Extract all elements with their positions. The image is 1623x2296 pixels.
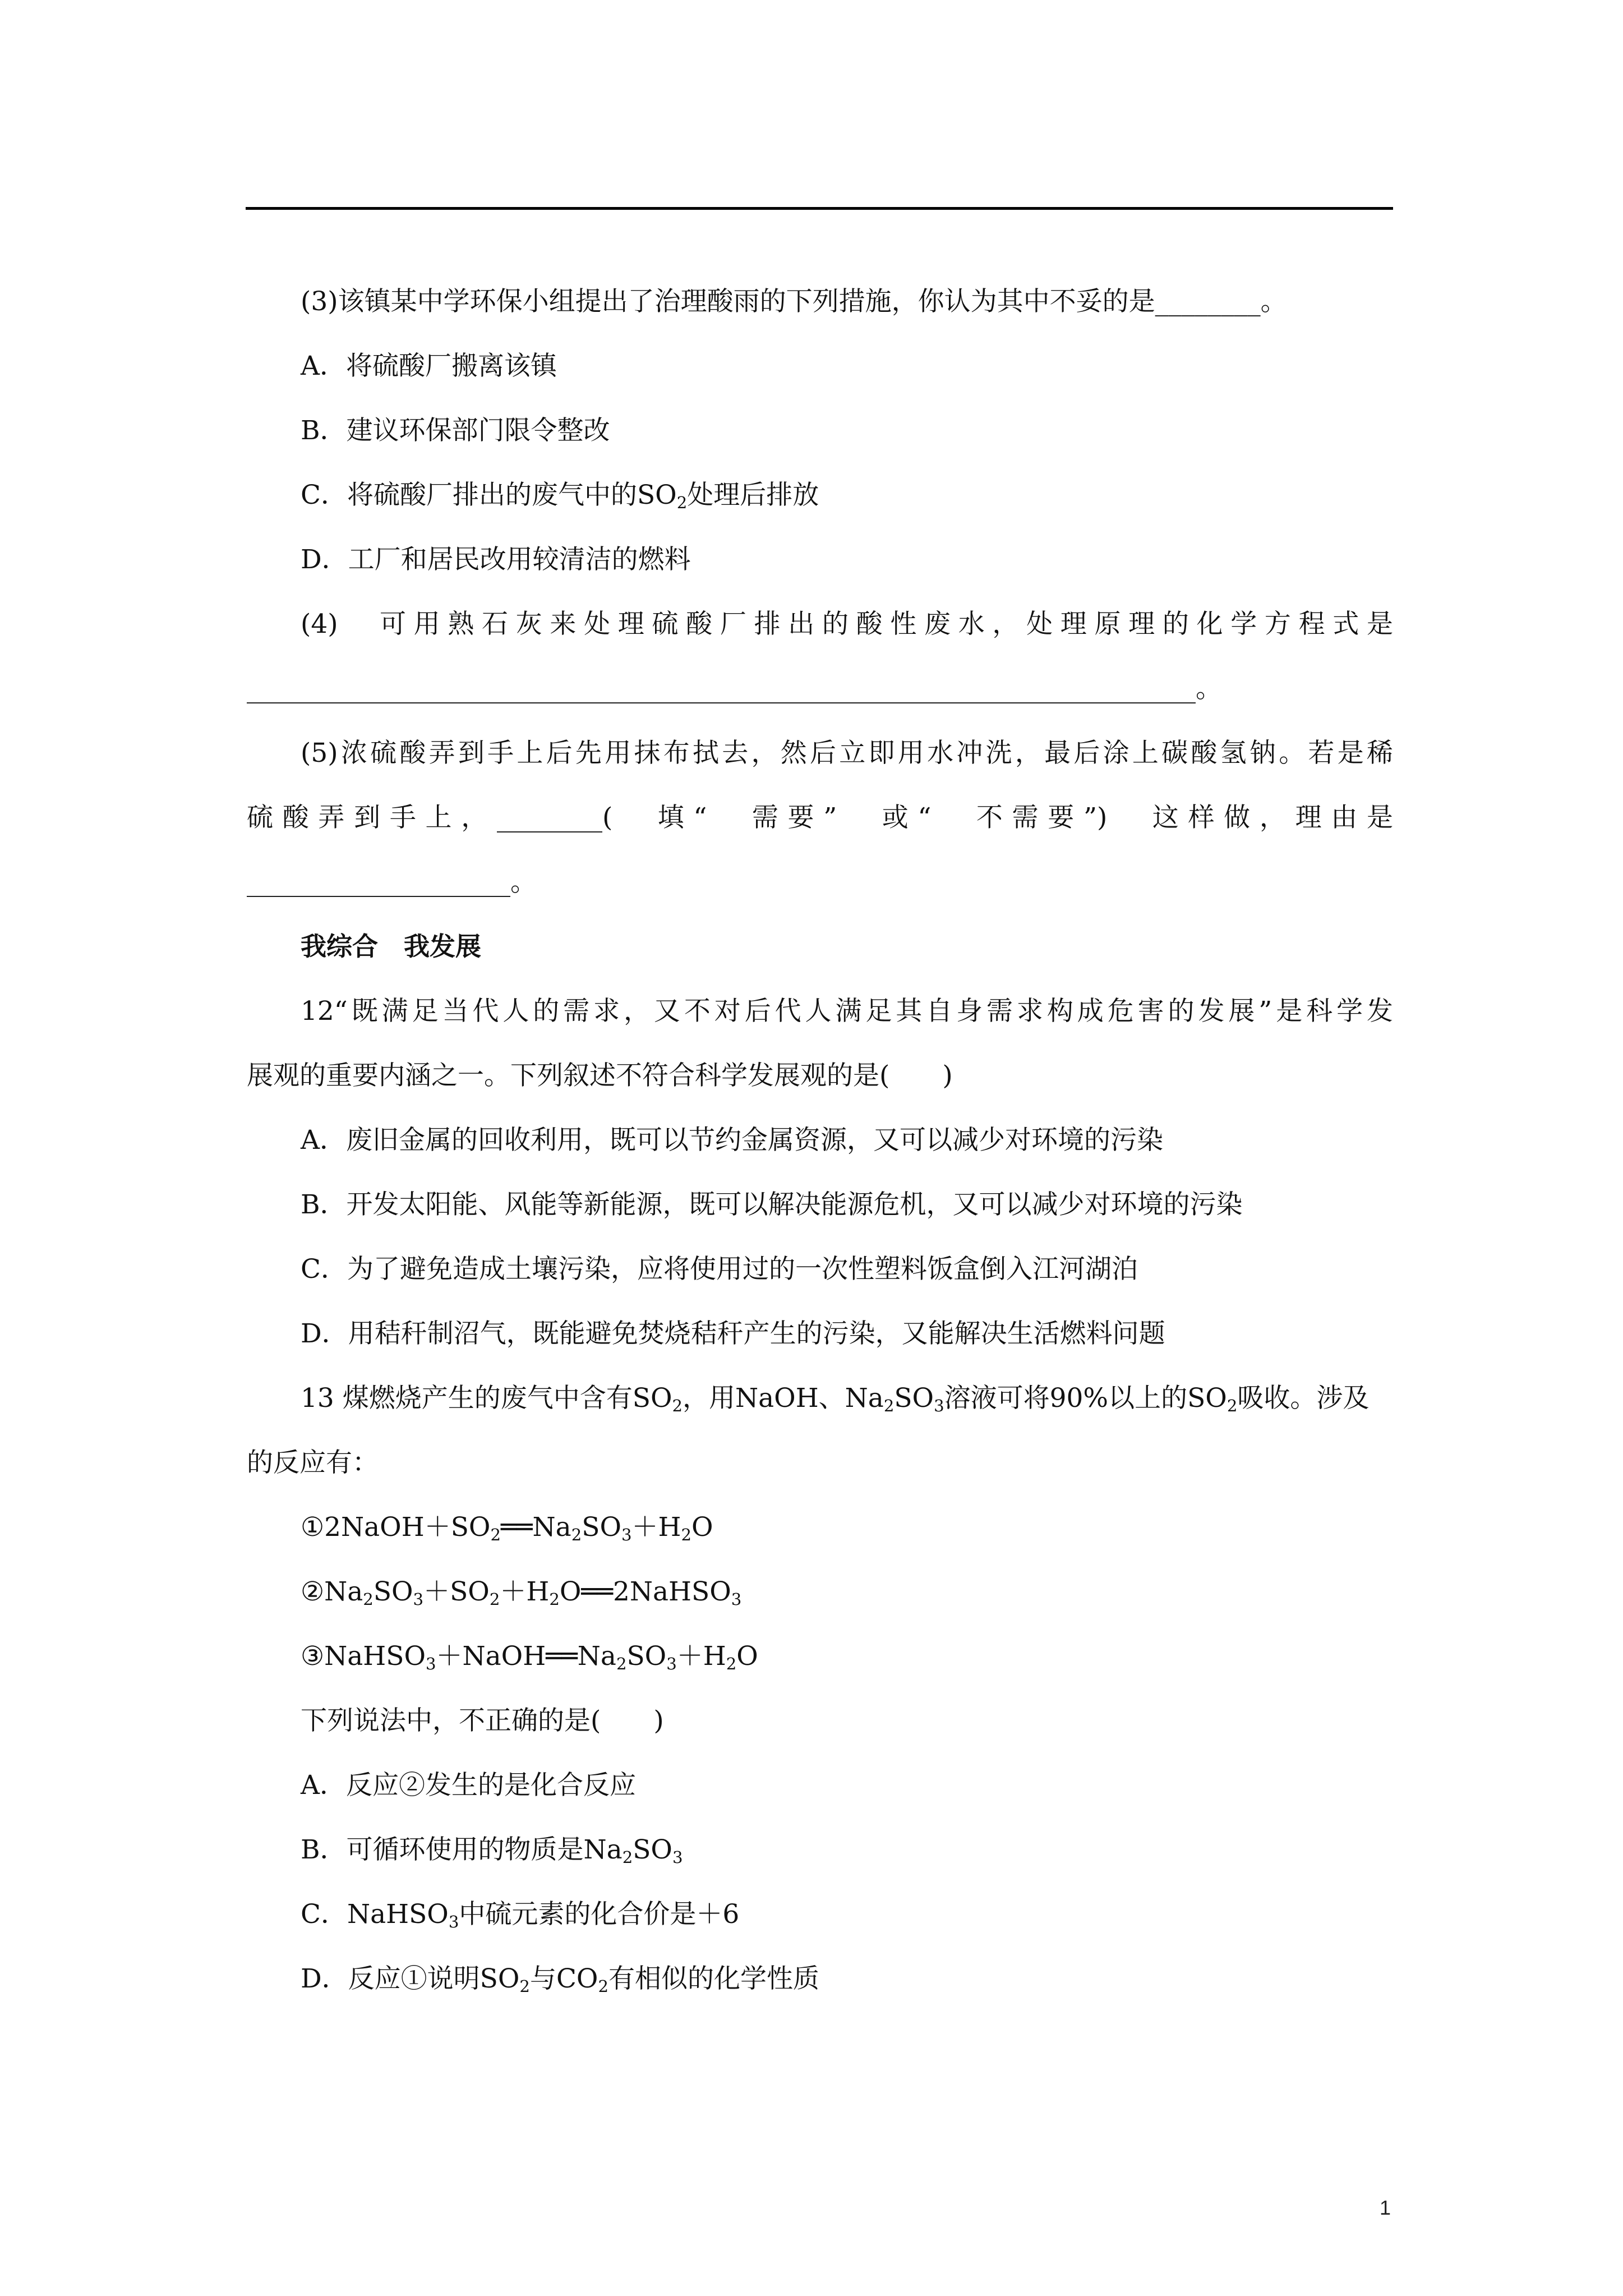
text: 有相似的化学性质 [608, 1963, 819, 1994]
text: SO [373, 1576, 413, 1607]
q3-option-c-text: C．将硫酸厂排出的废气中的SO [301, 480, 677, 510]
text: ＋H [676, 1641, 726, 1672]
q13-prompt: 下列说法中，不正确的是( ) [301, 1705, 664, 1736]
subscript: 3 [448, 1912, 459, 1932]
text: ＋NaOH══Na [436, 1641, 616, 1672]
q13-reaction-1 [247, 1495, 1393, 1559]
text: ＋H [500, 1576, 550, 1607]
subscript: 2 [681, 1525, 692, 1545]
q3-option-c [247, 463, 1393, 527]
text: SO [894, 1383, 934, 1414]
subscript: 3 [426, 1654, 436, 1674]
page-number: 1 [1379, 2196, 1391, 2219]
q13-option-d [247, 1947, 1393, 2011]
text: D．反应①说明SO [301, 1963, 520, 1994]
q5-line-2: 硫酸弄到手上，________( 填“ 需要” 或“ 不需要”) 这样做，理由是 [247, 802, 1393, 833]
subscript: 2 [616, 1654, 627, 1674]
subscript: 2 [489, 1590, 500, 1609]
text: ＋SO [423, 1576, 490, 1607]
q3-option-c-text-end: 处理后排放 [687, 480, 819, 510]
text: 中硫元素的化合价是＋6 [459, 1899, 740, 1930]
subscript: 2 [490, 1525, 501, 1545]
q3-question: (3)该镇某中学环保小组提出了治理酸雨的下列措施，你认为其中不妥的是________。 [301, 286, 1287, 317]
subscript: 2 [598, 1977, 608, 1996]
q4-line-1: (4) 可用熟石灰来处理硫酸厂排出的酸性废水，处理原理的化学方程式是 [301, 609, 1393, 639]
q13-stem-line-1 [247, 1366, 1393, 1430]
subscript: 3 [621, 1525, 632, 1545]
subscript: 2 [676, 493, 688, 513]
subscript: 2 [1227, 1396, 1238, 1416]
q12-option-b: B．开发太阳能、风能等新能源，既可以解决能源危机，又可以减少对环境的污染 [301, 1189, 1243, 1220]
section-heading: 我综合 我发展 [301, 931, 481, 961]
subscript: 3 [934, 1396, 944, 1416]
q3-option-a: A．将硫酸厂搬离该镇 [301, 351, 557, 381]
header-rule [246, 207, 1393, 210]
q12-option-c: C．为了避免造成土壤污染，应将使用过的一次性塑料饭盒倒入江河湖泊 [301, 1254, 1138, 1285]
subscript: 2 [622, 1848, 633, 1867]
q13-stem-line-2: 的反应有： [247, 1447, 379, 1478]
subscript: 2 [726, 1654, 737, 1674]
subscript: 3 [672, 1848, 683, 1867]
q4-answer-blank: ________________________________________________________________________。 [247, 673, 1222, 704]
subscript: 2 [883, 1396, 895, 1416]
text: SO [633, 1834, 672, 1865]
text: ，用NaOH、Na [683, 1383, 884, 1414]
q5-line-1: (5)浓硫酸弄到手上后先用抹布拭去，然后立即用水冲洗，最后涂上碳酸氢钠。若是稀 [301, 738, 1393, 769]
subscript: 2 [519, 1977, 530, 1996]
q12-line-1: 12“既满足当代人的需求，又不对后代人满足其自身需求构成危害的发展”是科学发 [301, 996, 1393, 1027]
subscript: 2 [672, 1396, 683, 1416]
text: O [691, 1512, 713, 1543]
text: SO [582, 1512, 621, 1543]
subscript: 2 [571, 1525, 582, 1545]
text: 与CO [529, 1963, 598, 1994]
text: SO [626, 1641, 667, 1672]
subscript: 2 [549, 1590, 560, 1609]
text: 溶液可将90%以上的SO [944, 1383, 1227, 1414]
q13-reaction-3 [247, 1624, 1393, 1688]
q3-option-d: D．工厂和居民改用较清洁的燃料 [301, 544, 691, 575]
q13-option-a: A．反应②发生的是化合反应 [301, 1770, 636, 1801]
text: 吸收。涉及 [1237, 1383, 1370, 1414]
q13-reaction-2 [247, 1559, 1393, 1624]
q13-option-b [247, 1818, 1393, 1882]
text: B．可循环使用的物质是Na [301, 1834, 623, 1865]
text: O══2NaHSO [559, 1576, 731, 1607]
document-body [247, 269, 1393, 2011]
subscript: 3 [413, 1590, 424, 1609]
q3-option-b: B．建议环保部门限令整改 [301, 415, 610, 446]
text: ③NaHSO [301, 1641, 426, 1672]
text: C．NaHSO [301, 1899, 449, 1930]
text: ══Na [500, 1512, 571, 1543]
text: O [736, 1641, 758, 1672]
text: ①2NaOH＋SO [301, 1512, 491, 1543]
q12-option-a: A．废旧金属的回收利用，既可以节约金属资源，又可以减少对环境的污染 [301, 1125, 1163, 1156]
text: ＋H [631, 1512, 681, 1543]
q13-option-c [247, 1882, 1393, 1947]
text: ②Na [301, 1576, 363, 1607]
text: 13 煤燃烧产生的废气中含有SO [301, 1383, 672, 1414]
q12-line-2: 展观的重要内涵之一。下列叙述不符合科学发展观的是( ) [247, 1060, 953, 1091]
subscript: 2 [363, 1590, 374, 1609]
q12-option-d: D．用秸秆制沼气，既能避免焚烧秸秆产生的污染，又能解决生活燃料问题 [301, 1318, 1165, 1349]
subscript: 3 [731, 1590, 742, 1609]
q5-line-3: ____________________。 [247, 867, 537, 898]
subscript: 3 [666, 1654, 677, 1674]
